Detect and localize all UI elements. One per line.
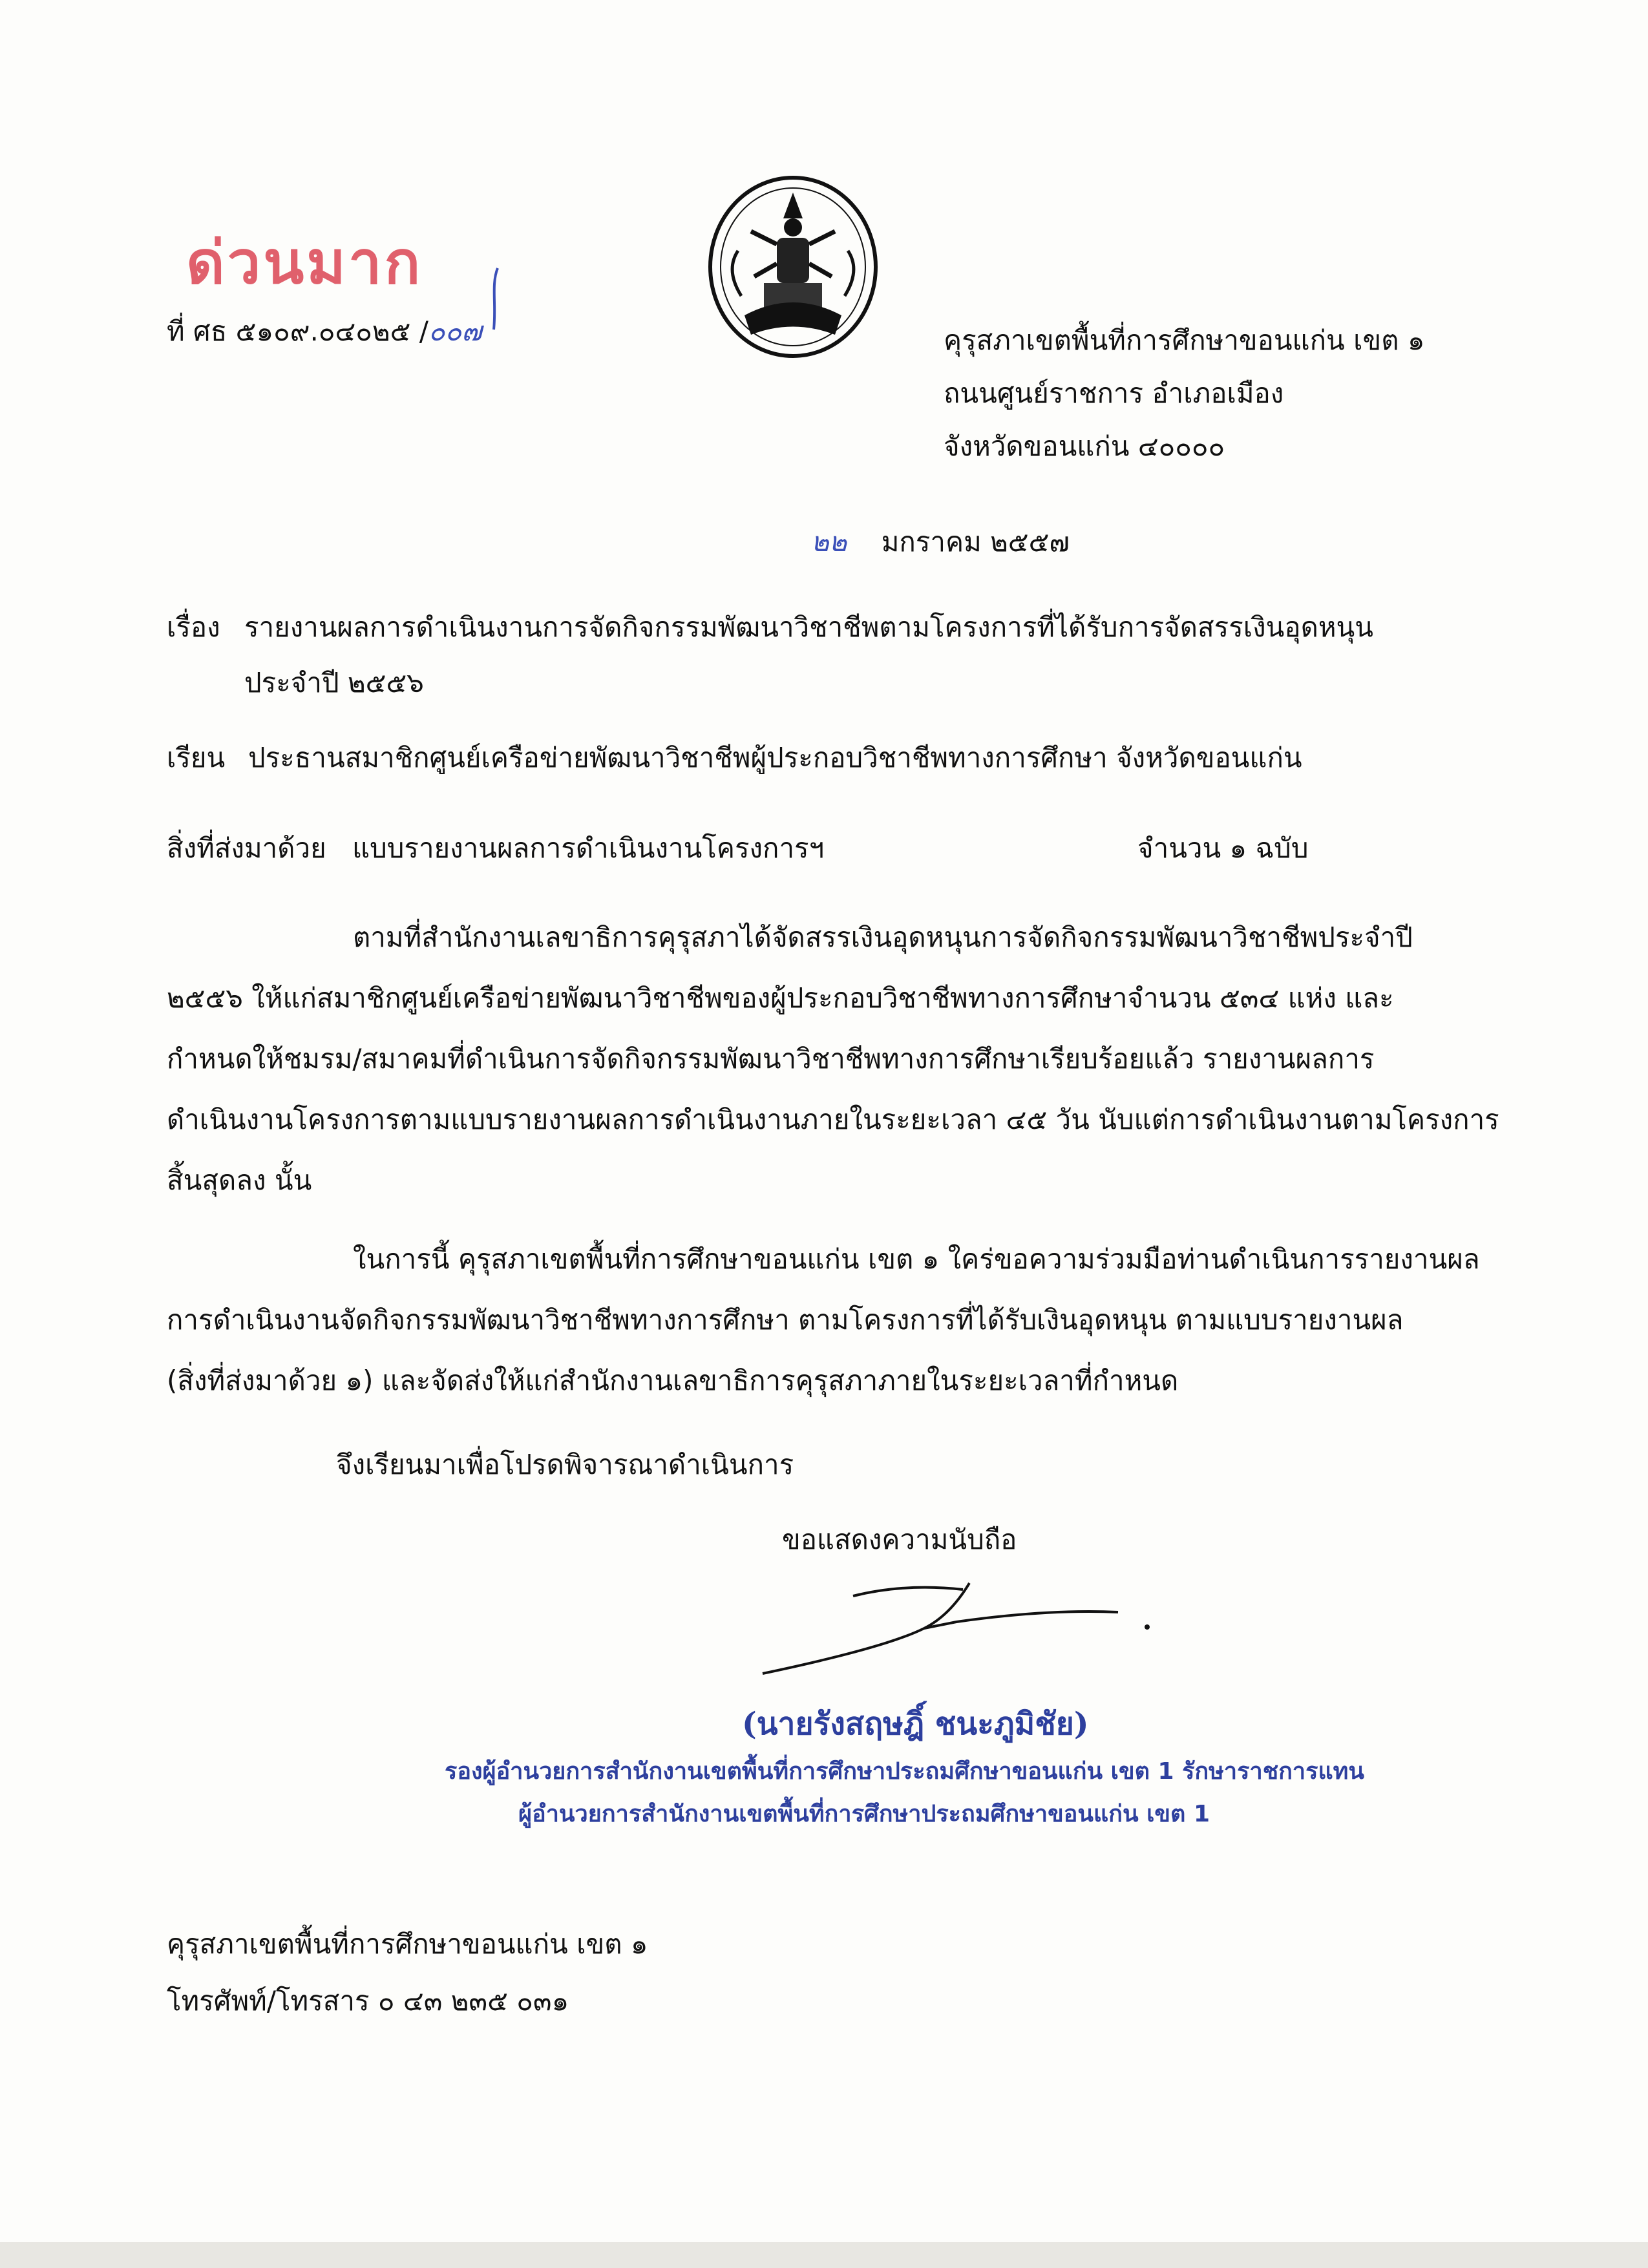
date-month-year: มกราคม ๒๕๕๗ xyxy=(881,526,1070,558)
signatory-position-2: ผู้อำนวยการสำนักงานเขตพื้นที่การศึกษาประถมศึกษาขอนแก่น เขต 1 xyxy=(518,1801,1210,1827)
paragraph-1-line-2: ๒๕๕๖ ให้แก่สมาชิกศูนย์เครือข่ายพัฒนาวิชาชีพของผู้ประกอบวิชาชีพทางการศึกษาจำนวน ๕๓๔ แห่ง และ xyxy=(167,982,1394,1014)
subject-line-2: ประจำปี ๒๕๕๖ xyxy=(244,667,424,698)
emblem-icon xyxy=(706,173,880,361)
paragraph-2-line-3: (สิ่งที่ส่งมาด้วย ๑) และจัดส่งให้แก่สำนักงานเลขาธิการคุรุสภาภายในระยะเวลาที่กำหนด xyxy=(167,1365,1179,1396)
footer-office: คุรุสภาเขตพื้นที่การศึกษาขอนแก่น เขต ๑ xyxy=(167,1928,648,1960)
paragraph-2-line-2: การดำเนินงานจัดกิจกรรมพัฒนาวิชาชีพทางการศึกษา ตามโครงการที่ได้รับเงินอุดหนุน ตามแบบรายงานผล xyxy=(167,1304,1404,1336)
sender-line-1: คุรุสภาเขตพื้นที่การศึกษาขอนแก่น เขต ๑ xyxy=(944,324,1425,356)
document-number-handwritten: ๐๐๗ xyxy=(428,315,482,347)
closing-regards: ขอแสดงความนับถือ xyxy=(782,1524,1017,1555)
enclosure-label: สิ่งที่ส่งมาด้วย xyxy=(167,832,326,864)
footer-phone: โทรศัพท์/โทรสาร ๐ ๔๓ ๒๓๕ ๐๓๑ xyxy=(167,1985,569,2017)
paragraph-1-line-5: สิ้นสุดลง นั้น xyxy=(167,1164,312,1196)
recipient-text: ประธานสมาชิกศูนย์เครือข่ายพัฒนาวิชาชีพผู้ประกอบวิชาชีพทางการศึกษา จังหวัดขอนแก่น xyxy=(248,742,1302,773)
closing-request: จึงเรียนมาเพื่อโปรดพิจารณาดำเนินการ xyxy=(336,1449,794,1480)
subject-label: เรื่อง xyxy=(167,611,220,643)
sender-line-2: ถนนศูนย์ราชการ อำเภอเมือง xyxy=(944,377,1284,409)
paragraph-1-line-4: ดำเนินงานโครงการตามแบบรายงานผลการดำเนินงานภายในระยะเวลา ๔๕ วัน นับแต่การดำเนินงานตามโครงการ xyxy=(167,1104,1499,1135)
enclosure-quantity: จำนวน ๑ ฉบับ xyxy=(1137,832,1309,864)
scan-bottom-edge xyxy=(0,2242,1648,2268)
signatory-position-1: รองผู้อำนวยการสำนักงานเขตพื้นที่การศึกษาประถมศึกษาขอนแก่น เขต 1 รักษาราชการแทน xyxy=(445,1758,1365,1785)
letter-date xyxy=(811,526,1070,558)
handwritten-stroke xyxy=(478,265,504,336)
paragraph-2-line-1: ในการนี้ คุรุสภาเขตพื้นที่การศึกษาขอนแก่น เขต ๑ ใคร่ขอความร่วมมือท่านดำเนินการรายงานผล xyxy=(353,1243,1480,1275)
recipient-label: เรียน xyxy=(167,742,226,773)
paragraph-1-line-3: กำหนดให้ชมรม/สมาคมที่ดำเนินการจัดกิจกรรมพัฒนาวิชาชีพทางการศึกษาเรียบร้อยแล้ว รายงานผลการ xyxy=(167,1043,1375,1075)
sender-line-3: จังหวัดขอนแก่น ๔๐๐๐๐ xyxy=(944,430,1225,462)
urgent-stamp: ด่วนมาก xyxy=(186,228,423,297)
date-day-handwritten: ๒๒ xyxy=(811,526,847,558)
ministry-emblem xyxy=(706,173,880,363)
paragraph-1-line-1: ตามที่สำนักงานเลขาธิการคุรุสภาได้จัดสรรเงินอุดหนุนการจัดกิจกรรมพัฒนาวิชาชีพประจำปี xyxy=(353,921,1413,953)
handwritten-signature xyxy=(756,1577,1170,1680)
document-number xyxy=(167,315,482,347)
enclosure-text: แบบรายงานผลการดำเนินงานโครงการฯ xyxy=(352,832,825,864)
signatory-name: (นายรังสฤษฎิ์ ชนะภูมิชัย) xyxy=(742,1706,1089,1742)
document-number-prefix: ที่ ศธ ๕๑๐๙.๐๔๐๒๕ / xyxy=(167,315,428,347)
subject-line-1: รายงานผลการดำเนินงานการจัดกิจกรรมพัฒนาวิชาชีพตามโครงการที่ได้รับการจัดสรรเงินอุดหนุน xyxy=(244,611,1373,643)
